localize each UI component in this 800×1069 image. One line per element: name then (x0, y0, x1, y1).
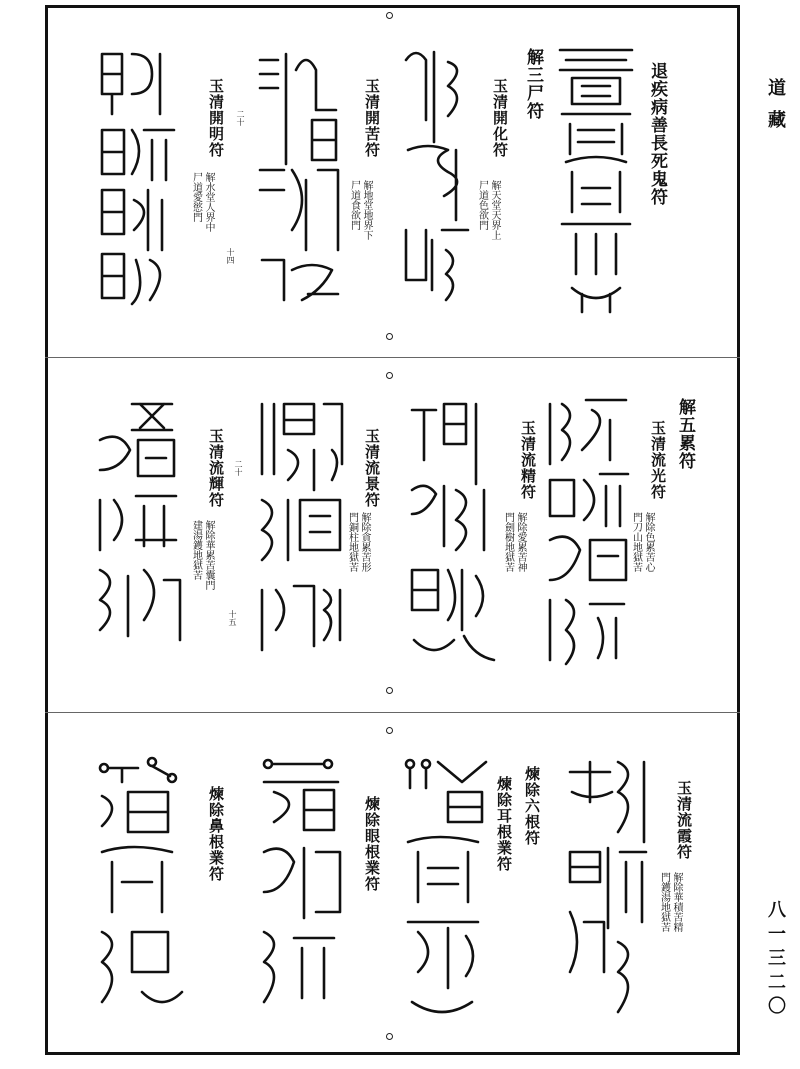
talisman-notes: 解除色累苦心 門刀山地獄苦 (630, 512, 654, 572)
section-divider-bottom (45, 712, 740, 713)
section-mark: 二十 (236, 110, 245, 126)
talisman-seal (404, 390, 498, 680)
talisman-notes: 解地堂地界下 尸道食欲門 (348, 180, 372, 240)
ring-marker (386, 372, 393, 379)
book-title: 道藏 (765, 78, 786, 142)
ring-marker (386, 333, 393, 340)
talisman-title: 煉除鼻根業符 (207, 786, 225, 882)
talisman-seal (92, 390, 186, 680)
talisman-title: 煉除眼根業符 (363, 796, 381, 892)
heading-jiewulei: 解五累符 (675, 398, 695, 470)
talisman-notes: 解水堂人界中 尸道愛慾門 (190, 172, 214, 232)
talisman-notes: 解除愛累苦神 門劍樹地獄苦 (502, 512, 526, 572)
talisman-notes: 解除華積苦精 門鑊湯地獄苦 (658, 872, 682, 932)
section-divider-top (45, 357, 740, 358)
talisman-seal (252, 40, 344, 320)
talisman-title: 玉清開苦符 (363, 78, 381, 158)
talisman-title: 玉清開明符 (207, 78, 225, 158)
talisman-notes: 解天堂天界上 尸道色欲門 (476, 180, 500, 240)
talisman-seal (254, 752, 348, 1034)
ring-marker (386, 687, 393, 694)
talisman-title: 玉清流輝符 (207, 428, 225, 508)
section-mark: 十四 (226, 248, 235, 264)
heading-jiesanshi: 解三尸符 (523, 48, 543, 120)
talisman-title: 煉除耳根業符 (495, 776, 513, 872)
ring-marker (386, 727, 393, 734)
talisman-seal (92, 40, 184, 320)
talisman-seal (552, 38, 640, 318)
talisman-seal (254, 390, 348, 680)
talisman-seal (540, 390, 636, 680)
talisman-notes: 解除華累苦囊門 建湯鑊地獄苦 (190, 520, 214, 590)
talisman-title: 玉清開化符 (491, 78, 509, 158)
talisman-notes: 解除貪累苦形 門銅柱地獄苦 (346, 512, 370, 572)
section-mark: 十五 (228, 610, 237, 626)
talisman-seal (398, 752, 490, 1034)
ring-marker (386, 12, 393, 19)
talisman-title: 玉清流精符 (519, 420, 537, 500)
section-mark: 二十 (234, 460, 243, 476)
ring-marker (386, 1033, 393, 1040)
page-number: 八一三二〇 (765, 900, 786, 1020)
talisman-seal (396, 40, 476, 320)
talisman-seal (562, 752, 656, 1032)
talisman-title: 玉清流霞符 (675, 780, 693, 860)
talisman-seal (92, 752, 186, 1034)
talisman-title: 煉除六根符 (523, 766, 541, 846)
talisman-title: 玉清流光符 (649, 420, 667, 500)
heading-tuijibing: 退疾病善長死鬼符 (647, 62, 667, 206)
talisman-title: 玉清流景符 (363, 428, 381, 508)
